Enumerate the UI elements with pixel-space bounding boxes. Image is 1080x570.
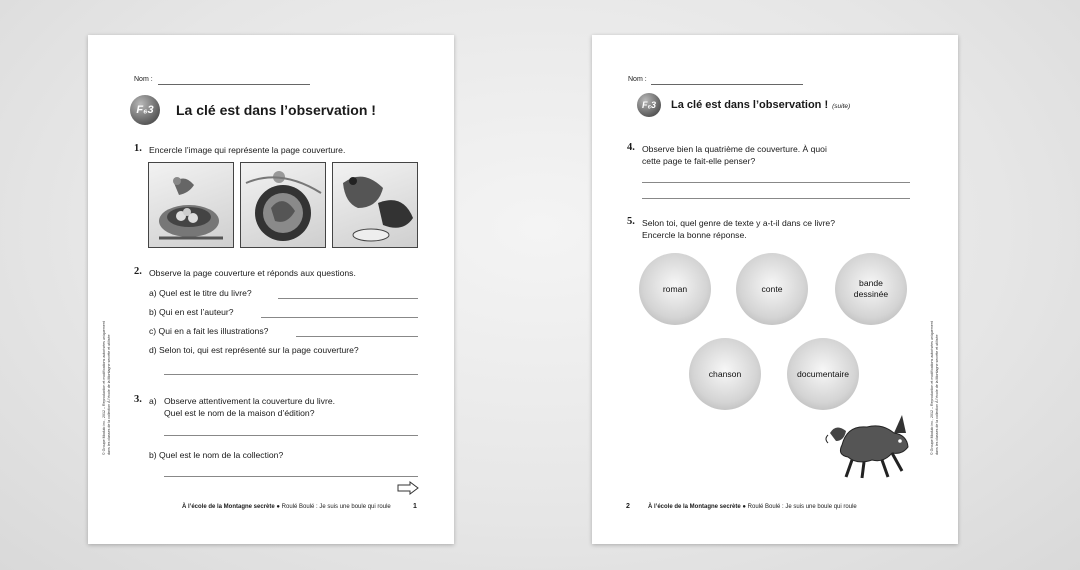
activity-badge: F₆3 <box>637 93 661 117</box>
cover-option-birds-nest-image[interactable] <box>148 162 234 248</box>
nom-label: Nom : <box>134 76 153 83</box>
answer-line-3a[interactable] <box>164 435 418 436</box>
next-page-arrow-icon <box>397 481 419 495</box>
question-3a-label: a) <box>149 396 157 406</box>
question-2b: b) Qui en est l’auteur? <box>149 307 234 317</box>
footer-book-title: ● Roulé Boulé : Je suis une boule qui roule <box>274 504 391 510</box>
copyright-line-1: © Groupe Modulo inc., 2012 – Reproduction et modifications autorisées uniquement <box>930 321 934 455</box>
page-footer <box>182 504 391 510</box>
question-3a-line2: Quel est le nom de la maison d’édition? <box>164 408 315 418</box>
copyright-side-text <box>930 321 939 455</box>
footer-series-title: À l’école de la Montagne secrète <box>182 504 275 510</box>
answer-line-3b[interactable] <box>164 476 418 477</box>
page-title-text: La clé est dans l’observation ! <box>671 99 829 111</box>
question-2a: a) Quel est le titre du livre? <box>149 288 252 298</box>
answer-line-4a[interactable] <box>642 182 910 183</box>
copyright-line-2: dans les classes de la collection À l’école de la Montagne secrète et utilisée <box>106 334 111 455</box>
answer-line-4b[interactable] <box>642 198 910 199</box>
choice-chanson[interactable]: chanson <box>689 338 761 410</box>
cover-option-cat-dog-image[interactable] <box>332 162 418 248</box>
question-5-line2: Encercle la bonne réponse. <box>642 230 747 240</box>
copyright-line-2: dans les classes de la collection À l’école de la Montagne secrète et utilisée <box>934 334 939 455</box>
question-2c: c) Qui en a fait les illustrations? <box>149 326 269 336</box>
choice-roman[interactable]: roman <box>639 253 711 325</box>
copyright-line-1: © Groupe Modulo inc., 2012 – Reproduction et modifications autorisées uniquement <box>102 321 106 455</box>
answer-line-2d[interactable] <box>164 374 418 375</box>
answer-line-2b[interactable] <box>261 317 418 318</box>
page-title <box>671 99 850 111</box>
question-2-text: Observe la page couverture et réponds aux questions. <box>149 268 356 278</box>
activity-badge: F₆3 <box>130 95 160 125</box>
footer-series-title: À l’école de la Montagne secrète <box>648 504 741 510</box>
cover-option-ball-image[interactable] <box>240 162 326 248</box>
question-5-number: 5. <box>627 216 635 227</box>
choice-conte[interactable]: conte <box>736 253 808 325</box>
page-footer <box>648 504 857 510</box>
nom-line <box>158 84 310 85</box>
suite-label: (suite) <box>832 103 851 110</box>
question-3a-line1: Observe attentivement la couverture du livre. <box>164 396 336 406</box>
worksheet-page-right <box>592 35 958 544</box>
answer-line-2c[interactable] <box>296 336 418 337</box>
question-4-line1: Observe bien la quatrième de couverture. À quoi <box>642 144 827 154</box>
choice-bande-dessinee[interactable]: bande dessinée <box>835 253 907 325</box>
question-4-line2: cette page te fait-elle penser? <box>642 156 756 166</box>
worksheet-page-left <box>88 35 454 544</box>
question-2d: d) Selon toi, qui est représenté sur la page couverture? <box>149 345 359 355</box>
question-3b: b) Quel est le nom de la collection? <box>149 450 284 460</box>
dog-illustration <box>822 405 917 480</box>
footer-book-title: ● Roulé Boulé : Je suis une boule qui roule <box>740 504 857 510</box>
nom-label: Nom : <box>628 76 647 83</box>
page-number: 2 <box>626 503 630 510</box>
page-number: 1 <box>413 503 417 510</box>
nom-line <box>651 84 803 85</box>
copyright-side-text <box>102 321 111 455</box>
choice-documentaire[interactable]: documentaire <box>787 338 859 410</box>
question-1-text: Encercle l’image qui représente la page couverture. <box>149 145 346 155</box>
question-5-line1: Selon toi, quel genre de texte y a-t-il dans ce livre? <box>642 218 835 228</box>
question-4-number: 4. <box>627 142 635 153</box>
answer-line-2a[interactable] <box>278 298 418 299</box>
question-2-number: 2. <box>134 266 142 277</box>
question-3-number: 3. <box>134 394 142 405</box>
question-1-number: 1. <box>134 143 142 154</box>
page-title: La clé est dans l’observation ! <box>176 102 376 118</box>
